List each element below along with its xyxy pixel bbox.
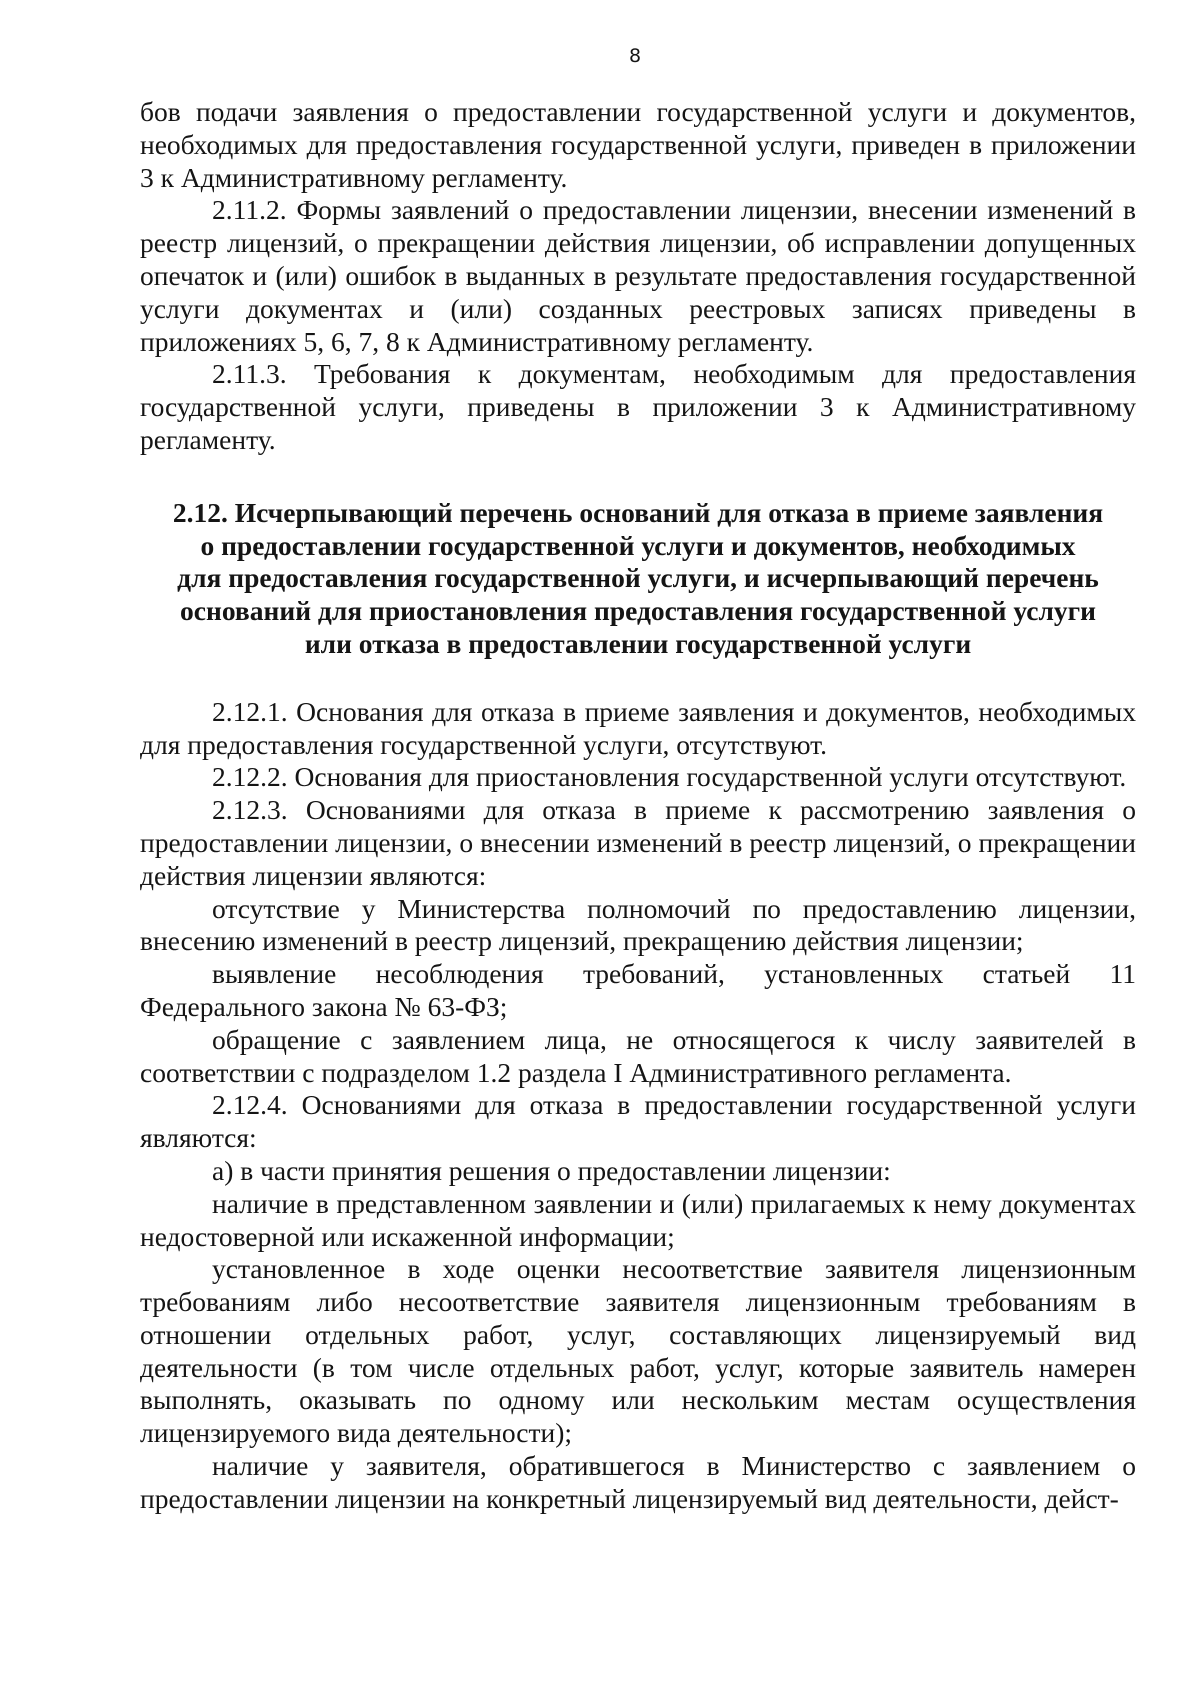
list-item: обращение с заявлением лица, не относящегося к числу заявителей в соответствии с подразделом 1.2 раздела I Административного регламента.: [140, 1023, 1136, 1088]
list-item: наличие в представленном заявлении и (или) прилагаемых к нему документах недостоверной или искаженной информации;: [140, 1187, 1136, 1252]
heading-line: или отказа в предоставлении государственной услуги: [304, 627, 972, 659]
paragraph-2-12-4: 2.12.4. Основаниями для отказа в предоставлении государственной услуги являются:: [140, 1089, 1136, 1154]
section-heading-2-12: [140, 497, 1136, 661]
paragraph-2-11-2: 2.11.2. Формы заявлений о предоставлении лицензии, внесении изменений в реестр лицензий, о прекращении действия лицензии, об исправлении допущенных опечаток и (или) ошибок в выданных в результате предоставления государственной услуги документах и (или) созданных реестровых записях приведены в приложениях 5, 6, 7, 8 к Административному регламенту.: [140, 194, 1136, 357]
paragraph-2-12-3: 2.12.3. Основаниями для отказа в приеме к рассмотрению заявления о предоставлении лицензии, о внесении изменений в реестр лицензий, о прекращении действия лицензии являются:: [140, 794, 1136, 891]
page-number: 8: [628, 45, 642, 67]
heading-line: 2.12. Исчерпывающий перечень оснований для отказа в приеме заявления: [172, 496, 1104, 528]
list-item: выявление несоблюдения требований, установленных статьей 11 Федерального закона № 63-ФЗ;: [140, 958, 1136, 1022]
paragraph-2-12-1: 2.12.1. Основания для отказа в приеме заявления и документов, необходимых для предоставления государственной услуги, отсутствуют.: [140, 695, 1136, 760]
paragraph-continuation: бов подачи заявления о предоставлении государственной услуги и документов, необходимых для предоставления государственной услуги, приведен в приложении 3 к Административному регламенту.: [140, 96, 1136, 193]
list-item: отсутствие у Министерства полномочий по предоставлению лицензии, внесению изменений в реестр лицензий, прекращению действия лицензии;: [140, 892, 1136, 957]
paragraph-2-12-2: 2.12.2. Основания для приостановления государственной услуги отсутствуют.: [212, 761, 1127, 793]
list-item: установленное в ходе оценки несоответствие заявителя лицензионным требованиям либо несоответствие заявителя лицензионным требованиям в отношении отдельных работ, услуг, составляющих лицензируемый вид деятельности (в том числе отдельных работ, услуг, которые заявитель намерен выполнять, оказывать по одному или нескольким местам осуществления лицензируемого вида деятельности);: [140, 1253, 1136, 1449]
subclause-a: а) в части принятия решения о предоставлении лицензии:: [212, 1154, 891, 1186]
heading-line: для предоставления государственной услуги, и исчерпывающий перечень: [177, 562, 1099, 594]
heading-line: о предоставлении государственной услуги и документов, необходимых: [200, 529, 1076, 561]
heading-line: оснований для приостановления предоставления государственной услуги: [180, 595, 1096, 627]
list-item: наличие у заявителя, обратившегося в Министерство с заявлением о предоставлении лицензии на конкретный лицензируемый вид деятельности, дейст-: [140, 1450, 1136, 1514]
paragraph-2-11-3: 2.11.3. Требования к документам, необходимым для предоставления государственной услуги, приведены в приложении 3 к Административному регламенту.: [140, 358, 1136, 455]
document-body: [140, 96, 1136, 1516]
